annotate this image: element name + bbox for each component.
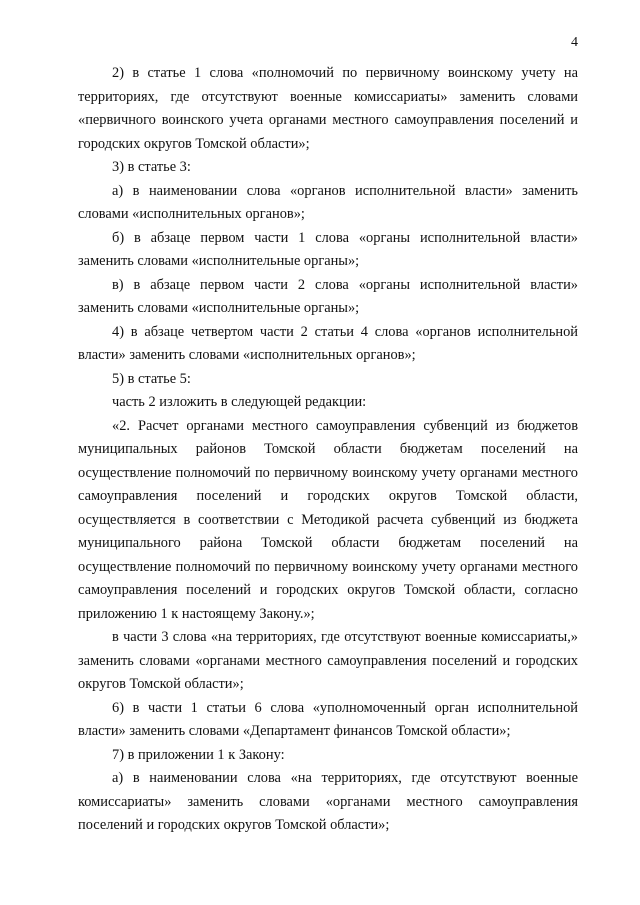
paragraph-7: 5) в статье 5: xyxy=(112,370,191,387)
paragraph-4: б) в абзаце первом части 1 слова «органы исполнительной власти» заменить словами «исполнительные органы»; xyxy=(78,229,578,269)
document-body xyxy=(78,62,578,838)
paragraph-11: 6) в части 1 статьи 6 слова «уполномоченный орган исполнительной власти» заменить словами «Департамент финансов Томской области»; xyxy=(78,699,578,739)
paragraph-5: в) в абзаце первом части 2 слова «органы исполнительной власти» заменить словами «исполнительные органы»; xyxy=(78,276,578,316)
paragraph-3: а) в наименовании слова «органов исполнительной власти» заменить словами «исполнительных органов»; xyxy=(78,182,578,222)
paragraph-6: 4) в абзаце четвертом части 2 статьи 4 слова «органов исполнительной власти» заменить словами «исполнительных органов»; xyxy=(78,323,578,363)
paragraph-9: «2. Расчет органами местного самоуправления субвенций из бюджетов муниципальных районов Томской области бюджетам поселений на осуществление полномочий по первичному воинскому учету органами местного самоуправления поселений и городских округов Томской области, осуществляется в соответствии с Методикой расчета субвенций из бюджета муниципального района Томской области бюджетам поселений на осуществление полномочий по первичному воинскому учету органами местного самоуправления поселений и городских округов Томской области, согласно приложению 1 к настоящему Закону.»; xyxy=(78,417,578,622)
paragraph-13: а) в наименовании слова «на территориях, где отсутствуют военные комиссариаты» заменить словами «органами местного самоуправления поселений и городских округов Томской области»; xyxy=(78,770,578,833)
paragraph-2: 3) в статье 3: xyxy=(112,159,191,175)
paragraph-12: 7) в приложении 1 к Закону: xyxy=(112,746,285,763)
page-number: 4 xyxy=(571,35,578,50)
paragraph-1: 2) в статье 1 слова «полномочий по первичному воинскому учету на территориях, где отсутствуют военные комиссариаты» заменить словами «первичного воинского учета органами местного самоуправления поселений и городских округов Томской области»; xyxy=(78,65,578,152)
paragraph-8: часть 2 изложить в следующей редакции: xyxy=(112,394,367,410)
paragraph-10: в части 3 слова «на территориях, где отсутствуют военные комиссариаты,» заменить словами «органами местного самоуправления поселений и городских округов Томской области»; xyxy=(78,629,578,692)
